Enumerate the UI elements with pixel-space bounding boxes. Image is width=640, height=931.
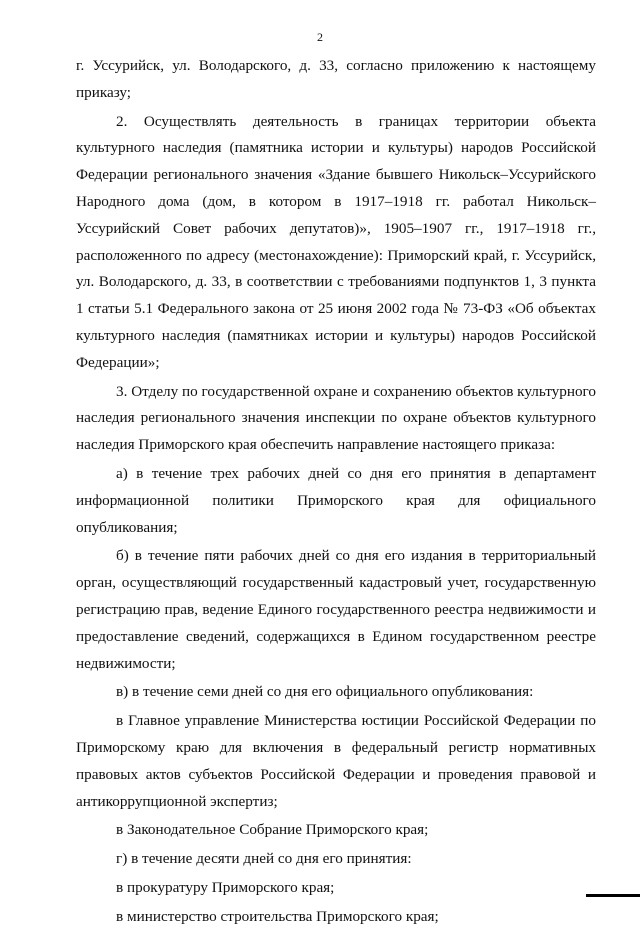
paragraph-item-3: 3. Отделу по государственной охране и сохранению объектов культурного наследия регионального значения инспекции по охране объектов культурного наследия Приморского края обеспечить направление настоящего приказа: bbox=[76, 382, 596, 454]
paragraph-subitem-b: б) в течение пяти рабочих дней со дня его издания в территориальный орган, осуществляющий государственный кадастровый учет, государственную регистрацию прав, ведение Единого государственного реестра недвижимости и предоставление сведений, содержащихся в Едином государственном реестре недвижимости; bbox=[76, 547, 596, 672]
paragraph-construction-ministry: в министерство строительства Приморского края; bbox=[116, 907, 439, 925]
paragraph-item-2: 2. Осуществлять деятельность в границах территории объекта культурного наследия (памятника истории и культуры) народов Российской Федерации регионального значения «Здание бывшего Никольск–Уссурийского Народного дома (дом, в котором в 1917–1918 гг. работал Никольск–Уссурийский Совет рабочих депутатов)», 1905–1907 гг., 1917–1918 гг., расположенного по адресу (местонахождение): Приморский край, г. Уссурийск, ул. Володарского, д. 33, в соответствии с требованиями подпунктов 1, 3 пункта 1 статьи 5.1 Федерального закона от 25 июня 2002 года № 73-ФЗ «Об объектах культурного наследия (памятниках истории и культуры) народов Российской Федерации»; bbox=[76, 112, 596, 371]
paragraph-legislative-assembly: в Законодательное Собрание Приморского края; bbox=[116, 821, 429, 839]
paragraph-subitem-g: г) в течение десяти дней со дня его принятия: bbox=[116, 850, 412, 868]
paragraph-subitem-a: а) в течение трех рабочих дней со дня его принятия в департамент информационной политики Приморского края для официального опубликования; bbox=[76, 464, 596, 536]
paragraph-ministry-of-justice: в Главное управление Министерства юстиции Российской Федерации по Приморскому краю для включения в федеральный регистр нормативных правовых актов субъектов Российской Федерации и проведения правовой и антикоррупционной экспертиз; bbox=[76, 712, 596, 810]
scan-edge-mark bbox=[586, 894, 640, 897]
paragraph-address-continuation: г. Уссурийск, ул. Володарского, д. 33, согласно приложению к настоящему приказу; bbox=[76, 57, 596, 101]
paragraph-prosecutor-office: в прокуратуру Приморского края; bbox=[116, 878, 335, 896]
document-body bbox=[76, 53, 596, 931]
paragraph-subitem-v: в) в течение семи дней со дня его официального опубликования: bbox=[116, 683, 534, 701]
page-number: 2 bbox=[317, 30, 323, 44]
